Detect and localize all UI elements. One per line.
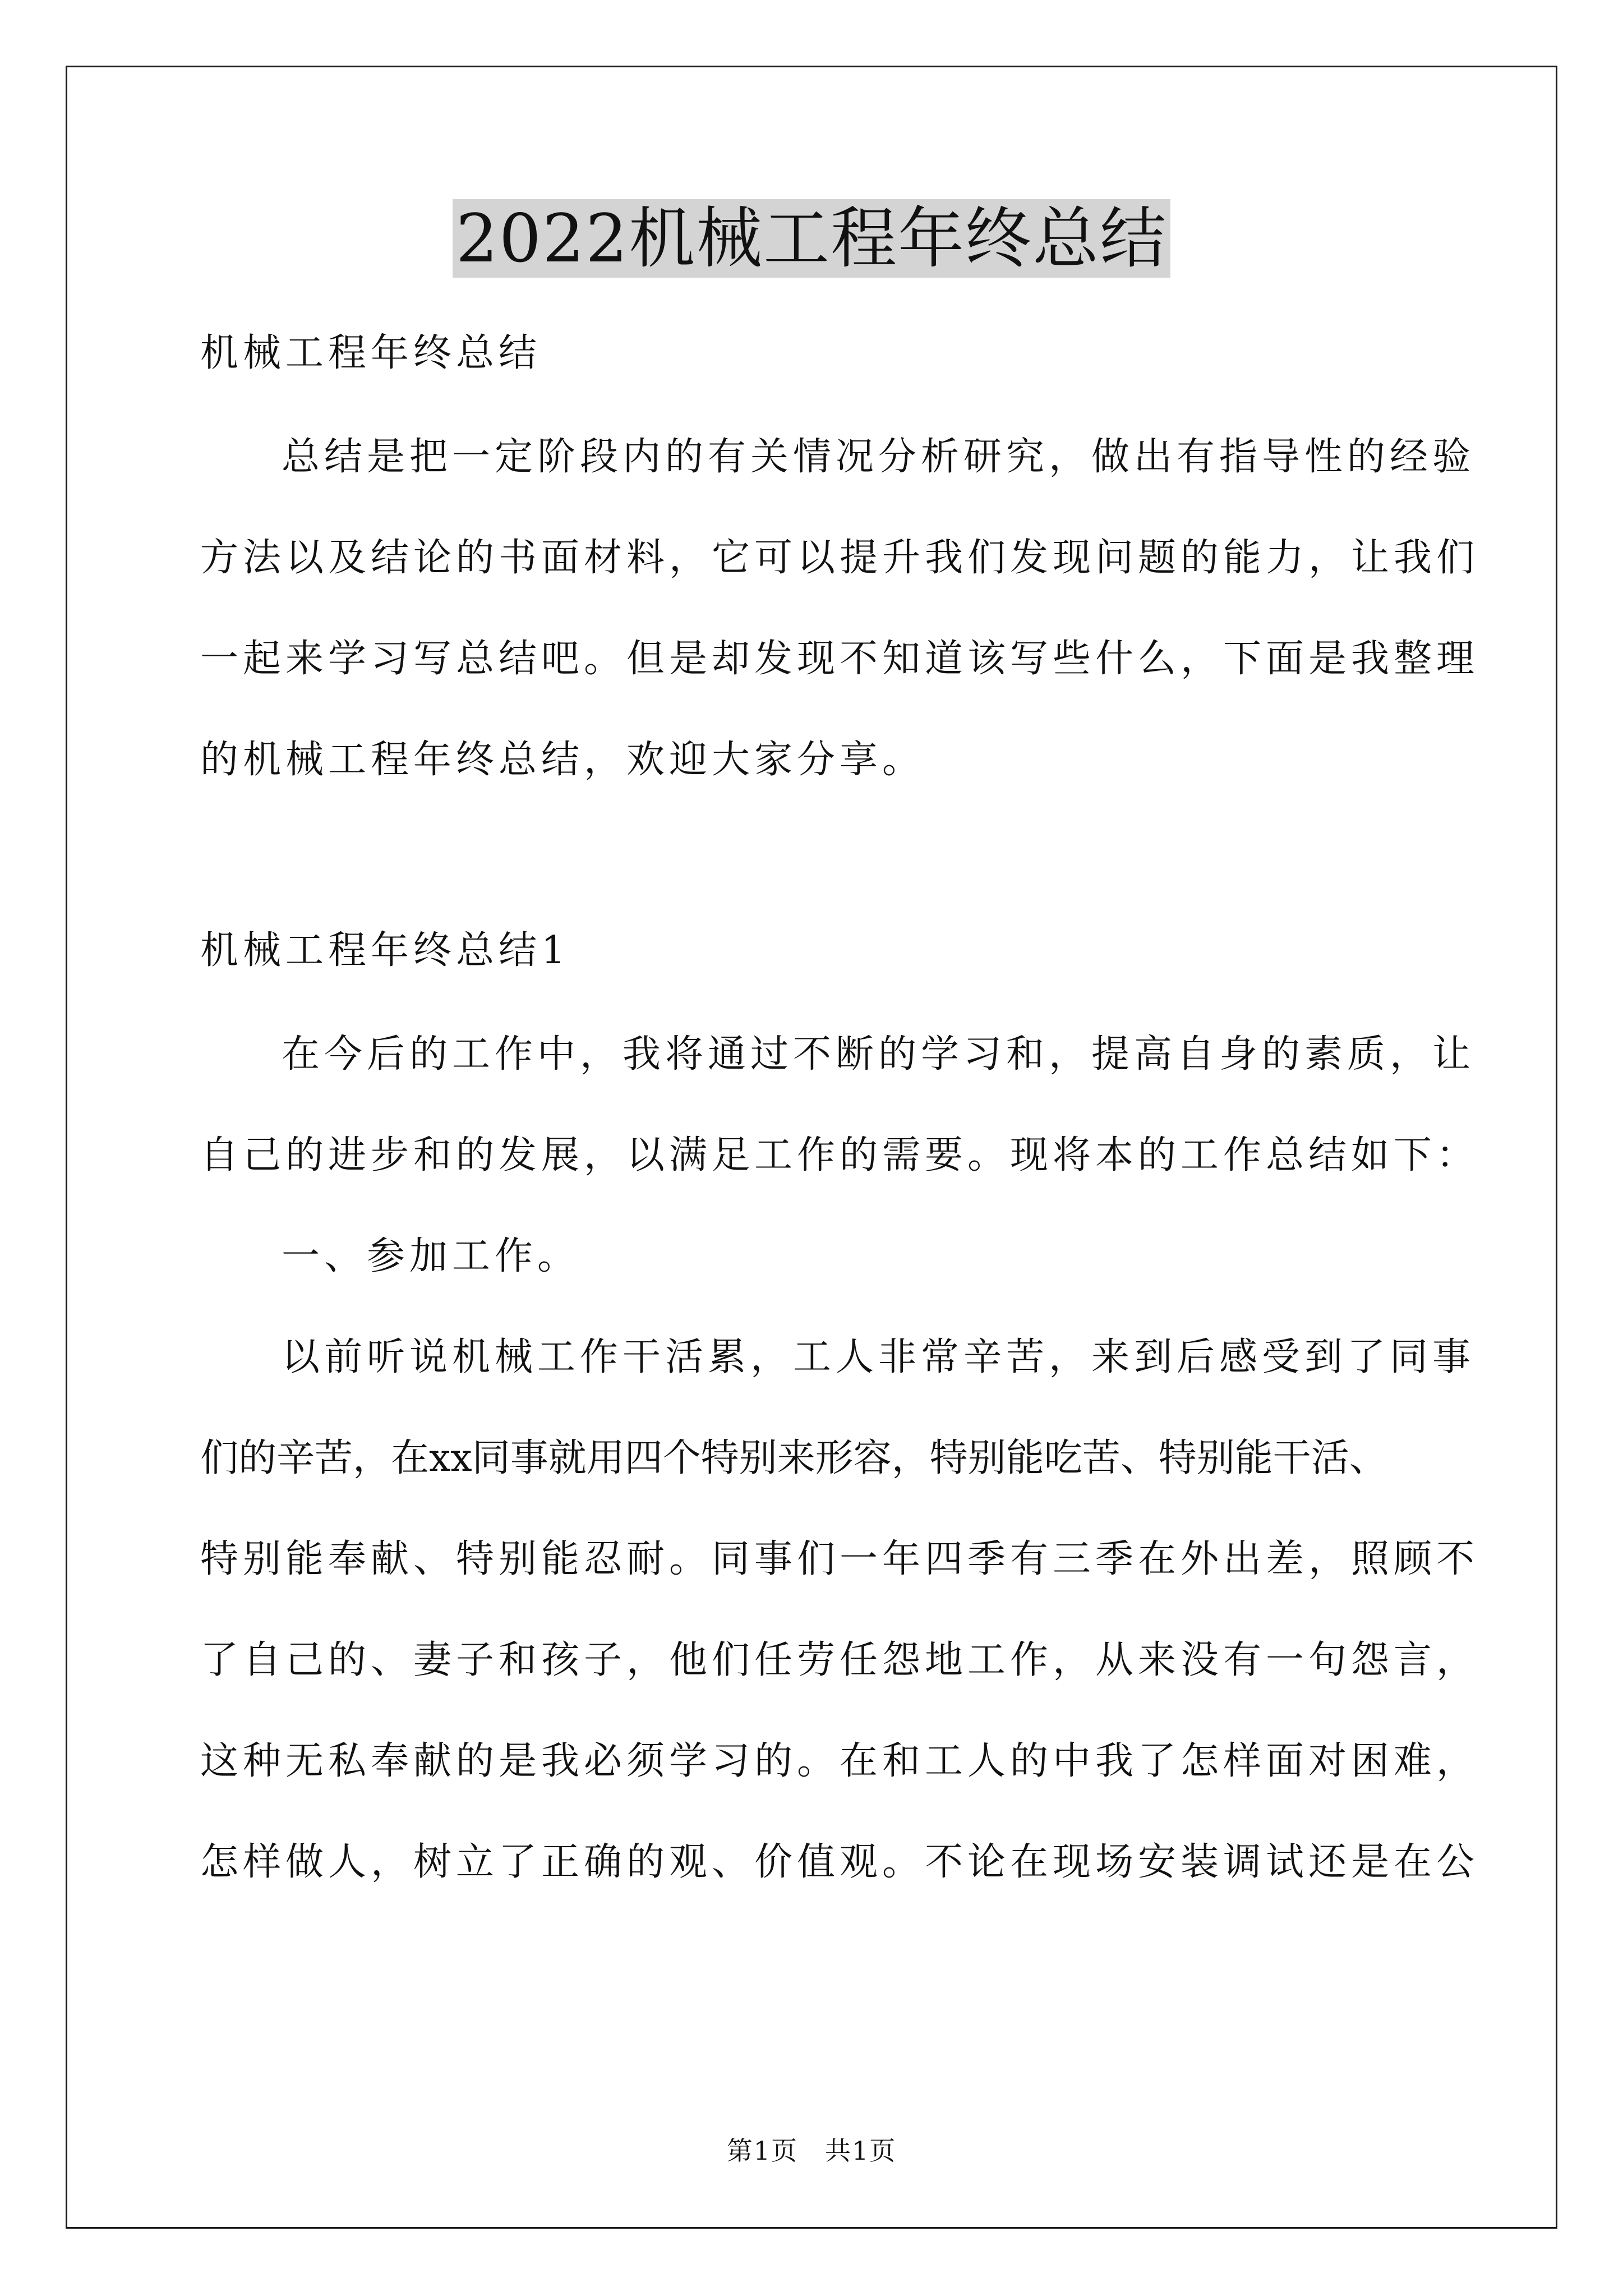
- intro-line-2: 方法以及结论的书面材料，它可以提升我们发现问题的能力，让我们: [200, 536, 1479, 580]
- page-footer: 第1页 共1页: [726, 2136, 897, 2166]
- item-line-3: 特别能奉献、特别能忍耐。同事们一年四季有三季在外出差，照顾不: [200, 1537, 1479, 1581]
- item-line-6: 怎样做人，树立了正确的观、价值观。不论在现场安装调试还是在公: [200, 1840, 1479, 1884]
- subtitle: 机械工程年终总结: [200, 331, 542, 375]
- intro-line-1: 总结是把一定阶段内的有关情况分析研究，做出有指导性的经验: [282, 435, 1476, 479]
- item-line-5: 这种无私奉献的是我必须学习的。在和工人的中我了怎样面对困难，: [200, 1739, 1479, 1783]
- intro-line-4: 的机械工程年终总结，欢迎大家分享。: [200, 738, 925, 782]
- item-heading: 一、参加工作。: [282, 1234, 580, 1278]
- intro-line-3: 一起来学习写总结吧。但是却发现不知道该写些什么，下面是我整理: [200, 637, 1479, 681]
- item-line-4: 了自己的、妻子和孩子，他们任劳任怨地工作，从来没有一句怨言，: [200, 1638, 1479, 1682]
- item-line-1: 以前听说机械工作干活累，工人非常辛苦，来到后感受到了同事: [282, 1335, 1476, 1379]
- paragraph-line-2: 自己的进步和的发展，以满足工作的需要。现将本的工作总结如下：: [200, 1133, 1479, 1177]
- paragraph-line-1: 在今后的工作中，我将通过不断的学习和，提高自身的素质，让: [282, 1032, 1476, 1076]
- section-heading: 机械工程年终总结1: [200, 928, 570, 973]
- item-line-2: 们的辛苦，在xx同事就用四个特别来形容，特别能吃苦、特别能干活、: [200, 1436, 1387, 1480]
- title-container: [0, 199, 1623, 278]
- document-title: 2022机械工程年终总结: [453, 199, 1170, 278]
